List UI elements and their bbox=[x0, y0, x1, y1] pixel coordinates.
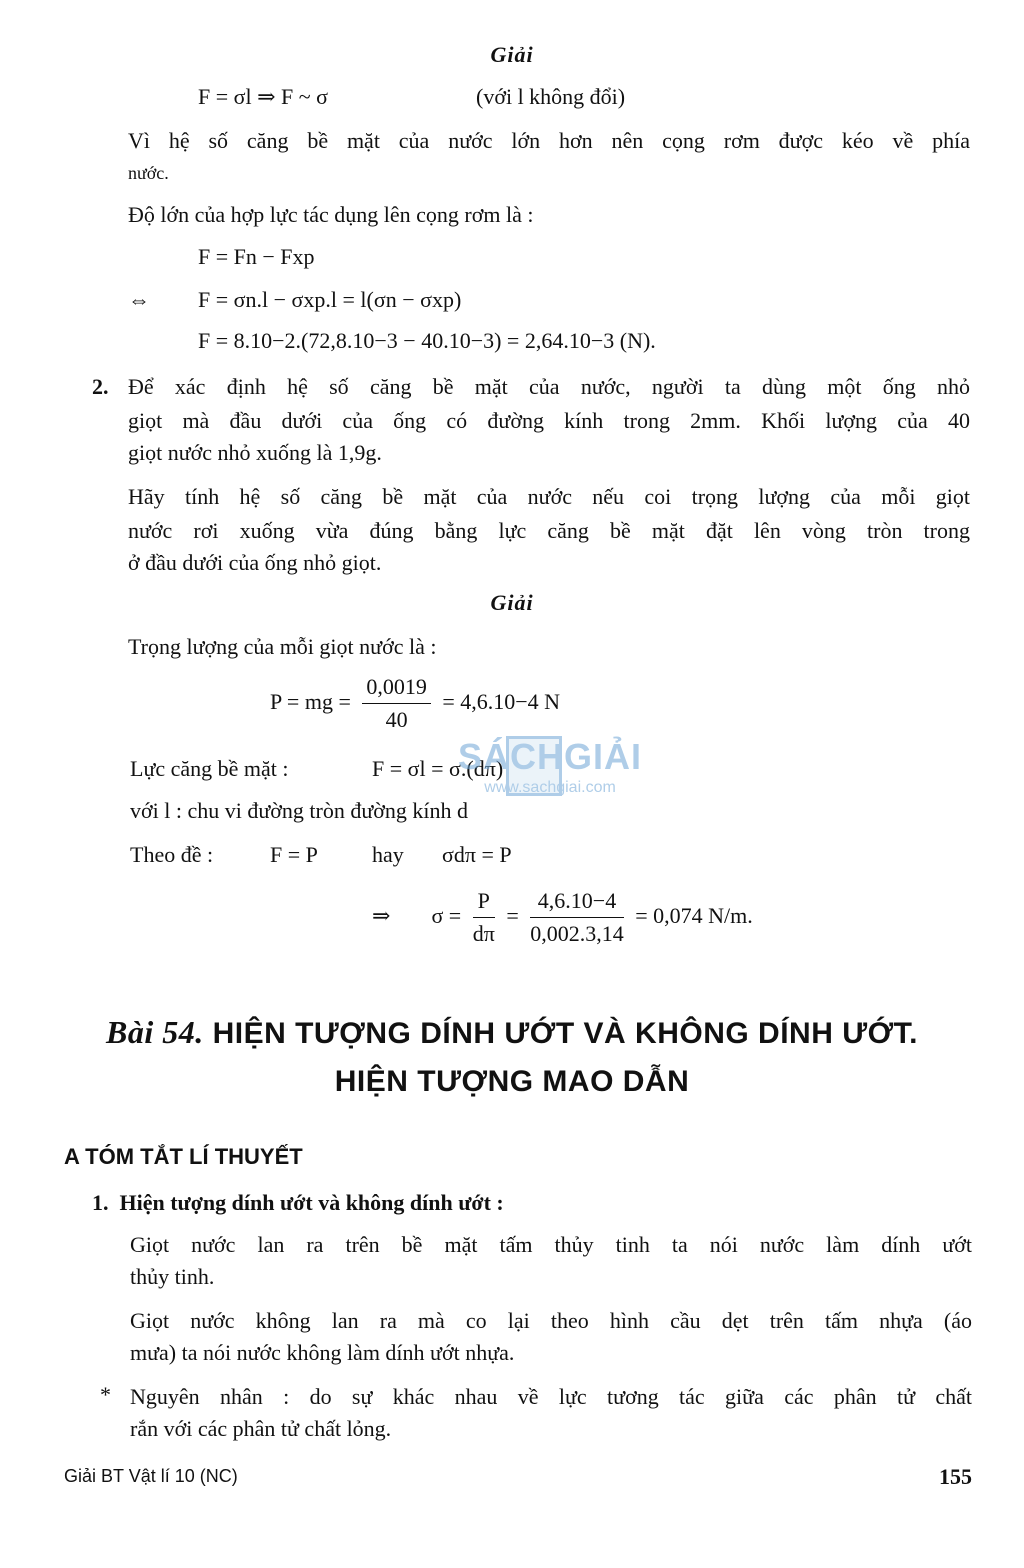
fraction-denominator: dπ bbox=[472, 921, 495, 947]
problem-text: giọt nước nhỏ xuống là 1,9g. bbox=[128, 440, 382, 465]
fraction-numerator: 0,0019 bbox=[362, 674, 431, 704]
item-text: Nguyên nhân : do sự khác nhau về lực tương tác giữa các phân tử chất bbox=[130, 1384, 972, 1409]
section-heading: A TÓM TẮT LÍ THUYẾT bbox=[64, 1144, 303, 1169]
item-heading: 1. Hiện tượng dính ướt và không dính ướt : bbox=[92, 1190, 504, 1215]
footer-book-title: Giải BT Vật lí 10 (NC) bbox=[64, 1466, 238, 1486]
item-text: Giọt nước không lan ra mà co lại theo hình cầu dẹt trên tấm nhựa (áo bbox=[130, 1308, 972, 1333]
equivalence-symbol: ⇔ bbox=[128, 287, 150, 312]
fraction-denominator: 0,002.3,14 bbox=[530, 921, 624, 947]
equation-f-sigma: F = σl ⇒ F ~ σ bbox=[198, 84, 329, 109]
problem-number: 2. bbox=[92, 374, 109, 399]
solution-label: Theo đề : bbox=[130, 842, 214, 867]
equation-line: F = σn.l − σxp.l = l(σn − σxp) bbox=[198, 287, 462, 312]
fraction-denominator: 40 bbox=[385, 707, 408, 733]
problem-text: giọt mà đầu dưới của ống có đường kính trong 2mm. Khối lượng của 40 bbox=[128, 408, 970, 433]
equation-part: F = P bbox=[270, 842, 318, 867]
watermark-url: www.sachgiai.com bbox=[484, 779, 616, 796]
result-rhs: = 0,074 N/m. bbox=[635, 903, 753, 928]
bullet-star: * bbox=[100, 1382, 111, 1407]
weight-equation bbox=[270, 672, 560, 733]
lesson-title-line-2: HIỆN TƯỢNG MAO DẪN bbox=[334, 1065, 690, 1098]
weight-fraction bbox=[362, 674, 431, 733]
item-text: mưa) ta nói nước không làm dính ướt nhựa. bbox=[130, 1340, 515, 1365]
equation-note: (với l không đổi) bbox=[476, 84, 626, 109]
fraction-numerator: 4,6.10−4 bbox=[530, 888, 624, 918]
watermark-brand: SÁCHGIẢI bbox=[457, 736, 642, 777]
item-text: thủy tinh. bbox=[130, 1264, 215, 1289]
lesson-label: Bài 54. bbox=[105, 1014, 204, 1050]
problem-text: ở đầu dưới của ống nhỏ giọt. bbox=[128, 550, 382, 575]
problem-text: nước rơi xuống vừa đúng bằng lực căng bề mặt đặt lên vòng tròn trong bbox=[128, 518, 970, 543]
weight-rhs: = 4,6.10−4 N bbox=[442, 689, 561, 714]
solution-label: Lực căng bề mặt : bbox=[130, 756, 289, 781]
equation-line: F = 8.10−2.(72,8.10−3 − 40.10−3) = 2,64.10−3 (N). bbox=[198, 328, 656, 353]
lesson-title-line-1 bbox=[0, 1008, 1024, 1058]
tension-equation: F = σl = σ.(dπ) bbox=[372, 756, 504, 781]
equation-part: σdπ = P bbox=[442, 842, 512, 867]
problem-text: Để xác định hệ số căng bề mặt của nước, người ta dùng một ống nhỏ bbox=[128, 374, 970, 399]
paragraph-line: nước. bbox=[128, 163, 169, 183]
problem-text: Hãy tính hệ số căng bề mặt của nước nếu coi trọng lượng của mỗi giọt bbox=[128, 484, 970, 509]
result-fraction-1 bbox=[473, 888, 495, 947]
weight-lhs: P = mg = bbox=[270, 689, 351, 714]
result-lhs: σ = bbox=[431, 903, 462, 928]
result-fraction-2 bbox=[530, 888, 624, 947]
solution-heading: Giải bbox=[490, 42, 534, 67]
fraction-numerator: P bbox=[473, 888, 495, 918]
item-text: rắn với các phân tử chất lỏng. bbox=[130, 1416, 392, 1441]
paragraph-line: Vì hệ số căng bề mặt của nước lớn hơn nên cọng rơm được kéo về phía bbox=[128, 128, 970, 153]
watermark-box-icon bbox=[506, 736, 562, 796]
watermark-logo bbox=[450, 736, 650, 836]
equation-connector: hay bbox=[372, 842, 404, 867]
solution-heading: Giải bbox=[490, 590, 534, 615]
result-equation bbox=[372, 884, 753, 948]
solution-text: với l : chu vi đường tròn đường kính d bbox=[130, 798, 469, 823]
equals-sign: = bbox=[506, 903, 519, 928]
implies-arrow: ⇒ bbox=[372, 903, 391, 928]
lesson-title: HIỆN TƯỢNG DÍNH ƯỚT VÀ KHÔNG DÍNH ƯỚT. bbox=[212, 1017, 919, 1050]
paragraph-line: Độ lớn của hợp lực tác dụng lên cọng rơm là : bbox=[128, 202, 534, 227]
equation-line: F = Fn − Fxp bbox=[198, 244, 315, 269]
item-text: Giọt nước lan ra trên bề mặt tấm thủy tinh ta nói nước làm dính ướt bbox=[130, 1232, 972, 1257]
solution-text: Trọng lượng của mỗi giọt nước là : bbox=[128, 634, 437, 659]
page-number: 155 bbox=[939, 1464, 972, 1489]
